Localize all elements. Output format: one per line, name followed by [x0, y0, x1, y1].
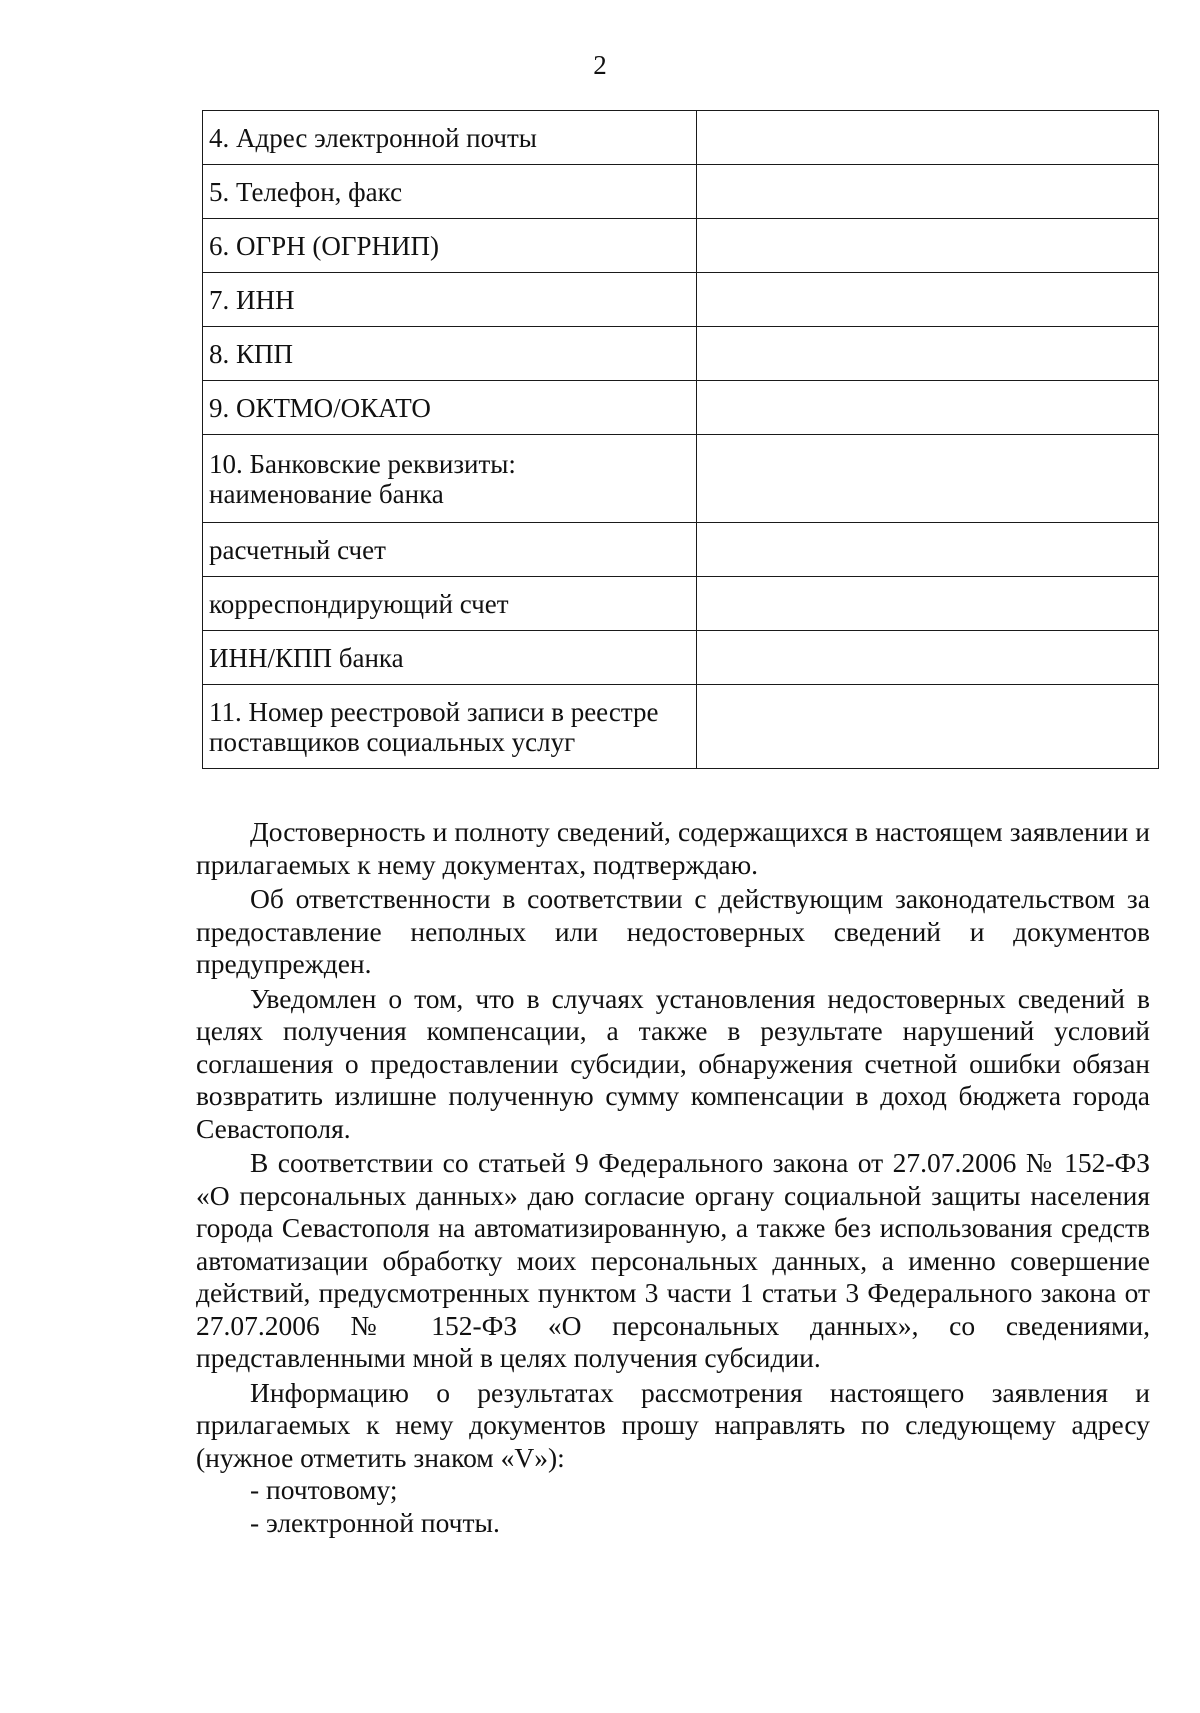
row-value-ogrn [697, 219, 1159, 273]
table-row [203, 273, 1159, 327]
paragraph-delivery-request: Информацию о результатах рассмотрения настоящего заявления и прилагаемых к нему документов прошу направлять по следующему адресу (нужное отметить знаком «V»): [196, 1376, 1150, 1473]
row-label-oktmo: 9. ОКТМО/ОКАТО [203, 381, 697, 435]
table-row [203, 631, 1159, 685]
row-label-bank-inn-kpp: ИНН/КПП банка [203, 631, 697, 685]
table-row [203, 685, 1159, 769]
row-value-registry-number [697, 685, 1159, 769]
row-value-email [697, 111, 1159, 165]
row-value-kpp [697, 327, 1159, 381]
row-label-email: 4. Адрес электронной почты [203, 111, 697, 165]
paragraph-accuracy: Достоверность и полноту сведений, содержащихся в настоящем заявлении и прилагаемых к нему документах, подтверждаю. [196, 816, 1150, 880]
table-row [203, 111, 1159, 165]
row-label-inn: 7. ИНН [203, 273, 697, 327]
option-email: - электронной почты. [250, 1506, 500, 1538]
row-value-bank-name [697, 435, 1159, 523]
applicant-details-table [202, 110, 1159, 769]
table-row [203, 327, 1159, 381]
row-value-bank-inn-kpp [697, 631, 1159, 685]
paragraph-responsibility: Об ответственности в соответствии с действующим законодательством за предоставление неполных или недостоверных сведений и документов предупрежден. [196, 883, 1150, 979]
table-row [203, 577, 1159, 631]
table-row [203, 165, 1159, 219]
row-label-settlement-account: расчетный счет [203, 523, 697, 577]
row-value-oktmo [697, 381, 1159, 435]
paragraph-personal-data-consent: В соответствии со статьей 9 Федерального закона от 27.07.2006 № 152-ФЗ «О персональных данных» даю согласие органу социальной защиты населения города Севастополя на автоматизированную, а также без использования средств автоматизации обработку моих персональных данных, а именно совершение действий, предусмотренных пунктом 3 части 1 статьи 3 Федерального закона от 27.07.2006 № 152-ФЗ «О персональных данных», со сведениями, представленными мной в целях получения субсидии. [196, 1147, 1150, 1373]
declaration-text [196, 816, 1150, 1539]
row-label-registry-number: 11. Номер реестровой записи в реестре поставщиков социальных услуг [203, 685, 697, 769]
table-row [203, 435, 1159, 523]
row-label-bank-name: 10. Банковские реквизиты: наименование банка [203, 435, 697, 523]
row-label-correspondent-account: корреспондирующий счет [203, 577, 697, 631]
row-value-settlement-account [697, 523, 1159, 577]
option-postal: - почтовому; [250, 1474, 398, 1505]
row-value-inn [697, 273, 1159, 327]
page-number: 2 [593, 50, 607, 80]
table-row [203, 523, 1159, 577]
row-value-correspondent-account [697, 577, 1159, 631]
row-value-phone-fax [697, 165, 1159, 219]
table-row [203, 219, 1159, 273]
row-label-ogrn: 6. ОГРН (ОГРНИП) [203, 219, 697, 273]
paragraph-notification: Уведомлен о том, что в случаях установления недостоверных сведений в целях получения компенсации, а также в результате нарушений условий соглашения о предоставлении субсидии, обнаружения счетной ошибки обязан возвратить излишне полученную сумму компенсации в доход бюджета города Севастополя. [196, 982, 1150, 1144]
table-row [203, 381, 1159, 435]
row-label-phone-fax: 5. Телефон, факс [203, 165, 697, 219]
row-label-kpp: 8. КПП [203, 327, 697, 381]
